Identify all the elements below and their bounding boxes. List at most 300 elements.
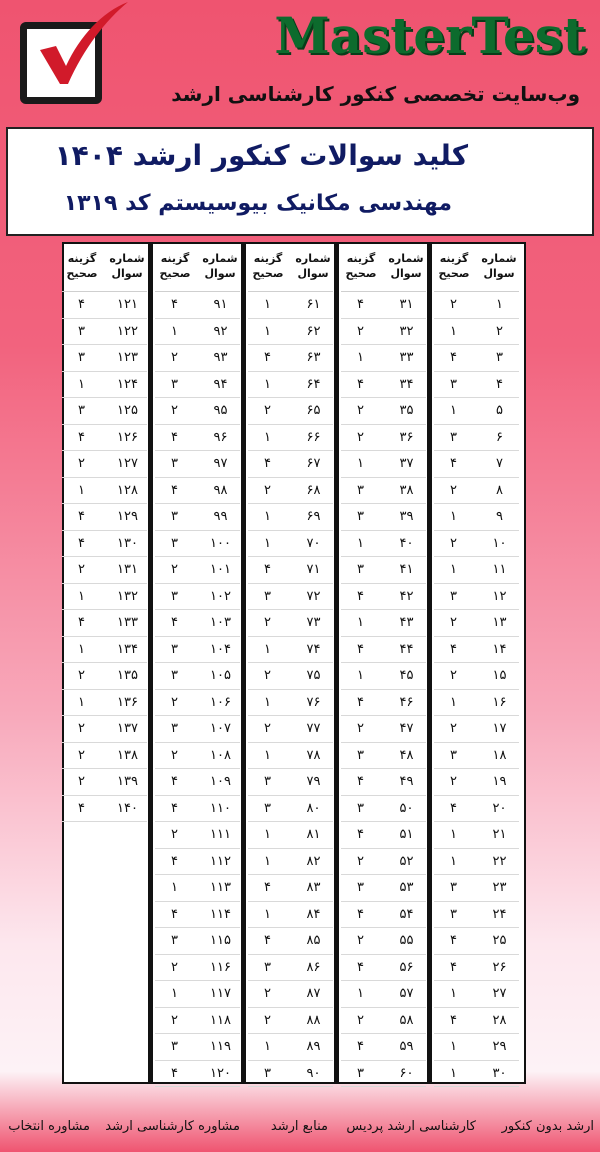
table-row <box>338 584 429 611</box>
question-number: ۱۰۲ <box>210 588 231 604</box>
table-row <box>59 345 150 372</box>
question-number: ۳۳ <box>399 350 414 365</box>
correct-option: ۳ <box>78 350 85 365</box>
question-number: ۱۷ <box>492 721 507 736</box>
header-correct-option: گزینه صحیح <box>252 252 284 280</box>
question-number: ۹۴ <box>213 376 228 392</box>
table-row <box>431 690 522 717</box>
question-number: ۹۳ <box>213 350 228 365</box>
question-number: ۷۹ <box>306 774 321 789</box>
table-row <box>338 902 429 929</box>
correct-option: ۱ <box>357 615 364 630</box>
table-row <box>431 849 522 876</box>
table-row <box>431 663 522 690</box>
correct-option: ۳ <box>78 323 85 339</box>
page-title: کلید سوالات کنکور ارشد ۱۴۰۴ <box>54 139 468 172</box>
table-row <box>245 292 336 319</box>
correct-option: ۴ <box>171 774 178 789</box>
table-row <box>245 319 336 346</box>
question-number: ۵۵ <box>399 933 414 948</box>
question-number: ۳۷ <box>399 456 414 471</box>
question-number: ۷۶ <box>306 694 321 710</box>
correct-option: ۲ <box>264 986 271 1001</box>
question-number: ۹۶ <box>213 429 228 445</box>
question-number: ۷۳ <box>306 615 321 630</box>
question-number: ۹۵ <box>213 403 228 418</box>
table-row <box>152 425 243 452</box>
correct-option: ۱ <box>264 853 271 869</box>
correct-option: ۴ <box>450 1012 457 1028</box>
table-row <box>245 637 336 664</box>
correct-option: ۳ <box>357 482 364 498</box>
question-number: ۵۶ <box>399 959 414 975</box>
table-row <box>338 875 429 902</box>
correct-option: ۴ <box>450 456 457 471</box>
table-row <box>338 319 429 346</box>
table-row <box>431 1061 522 1088</box>
table-row <box>245 875 336 902</box>
question-number: ۱۶ <box>492 694 507 710</box>
question-number: ۶۵ <box>306 403 321 418</box>
table-row <box>431 796 522 823</box>
correct-option: ۴ <box>357 959 364 975</box>
correct-option: ۱ <box>264 827 271 842</box>
table-row <box>431 637 522 664</box>
question-number: ۱۰۷ <box>210 721 231 736</box>
question-number: ۹۷ <box>213 456 228 471</box>
table-row <box>152 372 243 399</box>
correct-option: ۱ <box>78 641 85 657</box>
table-row <box>152 875 243 902</box>
question-number: ۱۳۷ <box>117 721 138 736</box>
table-row <box>245 769 336 796</box>
table-row <box>245 1061 336 1088</box>
table-row <box>431 1034 522 1061</box>
question-number: ۳۶ <box>399 429 414 445</box>
table-row <box>59 478 150 505</box>
correct-option: ۴ <box>450 641 457 657</box>
footer-link[interactable]: مشاوره کارشناسی ارشد <box>105 1119 240 1134</box>
question-number: ۹ <box>496 509 503 524</box>
question-number: ۱۴ <box>492 641 507 657</box>
table-row <box>245 716 336 743</box>
checkmark-icon <box>22 0 132 90</box>
correct-option: ۲ <box>450 297 457 312</box>
table-row <box>245 610 336 637</box>
answer-column <box>152 244 243 1082</box>
question-number: ۲۴ <box>492 906 507 922</box>
correct-option: ۳ <box>357 562 364 577</box>
table-row <box>152 292 243 319</box>
table-row <box>152 743 243 770</box>
table-row <box>338 531 429 558</box>
correct-option: ۴ <box>357 694 364 710</box>
question-number: ۶۹ <box>306 509 321 524</box>
header-question-number: شماره سوال <box>109 252 145 280</box>
table-row <box>245 822 336 849</box>
table-row <box>245 1008 336 1035</box>
question-number: ۴ <box>496 376 503 392</box>
correct-option: ۱ <box>264 641 271 657</box>
table-row <box>152 398 243 425</box>
question-number: ۱۳۸ <box>117 747 138 763</box>
correct-option: ۱ <box>171 880 178 895</box>
question-number: ۱۴۰ <box>117 800 138 816</box>
correct-option: ۳ <box>450 906 457 922</box>
table-row <box>152 1008 243 1035</box>
correct-option: ۱ <box>264 376 271 392</box>
question-number: ۵۷ <box>399 986 414 1001</box>
correct-option: ۲ <box>357 323 364 339</box>
question-number: ۴۱ <box>399 562 414 577</box>
correct-option: ۴ <box>78 297 85 312</box>
table-row <box>338 398 429 425</box>
question-number: ۶۲ <box>306 323 321 339</box>
question-number: ۴۷ <box>399 721 414 736</box>
correct-option: ۲ <box>78 456 85 471</box>
table-row <box>338 557 429 584</box>
correct-option: ۲ <box>357 853 364 869</box>
correct-option: ۴ <box>78 800 85 816</box>
question-number: ۳۰ <box>492 1065 507 1081</box>
correct-option: ۱ <box>264 297 271 312</box>
table-row <box>245 398 336 425</box>
correct-option: ۱ <box>357 986 364 1001</box>
correct-option: ۱ <box>171 986 178 1001</box>
correct-option: ۴ <box>78 615 85 630</box>
question-number: ۸۸ <box>306 1012 321 1028</box>
footer-link[interactable]: ارشد بدون کنکور <box>501 1119 594 1134</box>
correct-option: ۲ <box>78 721 85 736</box>
correct-option: ۳ <box>357 880 364 895</box>
correct-option: ۴ <box>357 906 364 922</box>
question-number: ۱۱ <box>492 562 507 577</box>
table-row <box>245 1034 336 1061</box>
correct-option: ۱ <box>78 482 85 498</box>
correct-option: ۳ <box>171 933 178 948</box>
header-correct-option: گزینه صحیح <box>438 252 470 280</box>
question-number: ۷۱ <box>306 562 321 577</box>
answer-column <box>431 244 522 1082</box>
header-question-number: شماره سوال <box>295 252 331 280</box>
question-number: ۸۶ <box>306 959 321 975</box>
table-row <box>431 425 522 452</box>
table-row <box>59 637 150 664</box>
table-row <box>245 425 336 452</box>
table-row <box>152 610 243 637</box>
correct-option: ۴ <box>450 959 457 975</box>
table-row <box>245 743 336 770</box>
table-row <box>245 902 336 929</box>
question-number: ۱۱۰ <box>210 800 231 816</box>
question-number: ۷۲ <box>306 588 321 604</box>
answer-column <box>245 244 336 1082</box>
table-row <box>338 769 429 796</box>
correct-option: ۱ <box>450 694 457 710</box>
question-number: ۷۰ <box>306 535 321 551</box>
correct-option: ۲ <box>357 933 364 948</box>
question-number: ۵۴ <box>399 906 414 922</box>
question-number: ۷ <box>496 456 503 471</box>
table-row <box>338 981 429 1008</box>
question-number: ۱ <box>496 297 503 312</box>
question-number: ۲۳ <box>492 880 507 895</box>
correct-option: ۳ <box>264 774 271 789</box>
table-row <box>59 610 150 637</box>
question-number: ۱۳۴ <box>117 641 138 657</box>
table-row <box>152 504 243 531</box>
correct-option: ۴ <box>264 456 271 471</box>
question-number: ۱۸ <box>492 747 507 763</box>
question-number: ۶۳ <box>306 350 321 365</box>
table-row <box>431 875 522 902</box>
answer-column <box>338 244 429 1082</box>
correct-option: ۱ <box>264 906 271 922</box>
table-row <box>431 345 522 372</box>
correct-option: ۲ <box>450 721 457 736</box>
table-row <box>245 584 336 611</box>
table-row <box>152 557 243 584</box>
correct-option: ۱ <box>78 376 85 392</box>
correct-option: ۴ <box>450 800 457 816</box>
table-row <box>245 690 336 717</box>
table-row <box>431 319 522 346</box>
question-number: ۶۶ <box>306 429 321 445</box>
table-row <box>152 637 243 664</box>
table-row <box>338 345 429 372</box>
correct-option: ۳ <box>450 429 457 445</box>
correct-option: ۴ <box>171 906 178 922</box>
table-row <box>338 663 429 690</box>
correct-option: ۳ <box>357 1065 364 1081</box>
table-row <box>431 504 522 531</box>
question-number: ۱۱۹ <box>210 1039 231 1054</box>
question-number: ۱۳۵ <box>117 668 138 683</box>
correct-option: ۱ <box>78 694 85 710</box>
question-number: ۸۷ <box>306 986 321 1001</box>
question-number: ۱۱۵ <box>210 933 231 948</box>
table-row <box>431 372 522 399</box>
table-row <box>245 557 336 584</box>
question-number: ۵۹ <box>399 1039 414 1054</box>
correct-option: ۳ <box>450 376 457 392</box>
question-number: ۱۲۵ <box>117 403 138 418</box>
question-number: ۷۷ <box>306 721 321 736</box>
correct-option: ۱ <box>264 535 271 551</box>
table-row <box>338 637 429 664</box>
table-row <box>152 531 243 558</box>
table-row <box>431 292 522 319</box>
question-number: ۴۶ <box>399 694 414 710</box>
question-number: ۱۰۰ <box>210 535 231 551</box>
question-number: ۴۴ <box>399 641 414 657</box>
table-row <box>245 531 336 558</box>
table-row <box>338 425 429 452</box>
question-number: ۸۰ <box>306 800 321 816</box>
correct-option: ۲ <box>264 615 271 630</box>
question-number: ۶۱ <box>306 297 321 312</box>
correct-option: ۳ <box>171 668 178 683</box>
header-question-number: شماره سوال <box>202 252 238 280</box>
table-row <box>338 1008 429 1035</box>
correct-option: ۲ <box>264 482 271 498</box>
correct-option: ۲ <box>78 668 85 683</box>
question-number: ۷۸ <box>306 747 321 763</box>
table-row <box>245 478 336 505</box>
table-row <box>245 955 336 982</box>
table-row <box>431 451 522 478</box>
correct-option: ۴ <box>171 615 178 630</box>
correct-option: ۴ <box>171 800 178 816</box>
question-number: ۲۶ <box>492 959 507 975</box>
table-row <box>59 690 150 717</box>
correct-option: ۱ <box>264 747 271 763</box>
correct-option: ۴ <box>450 350 457 365</box>
table-row <box>152 849 243 876</box>
table-row <box>338 955 429 982</box>
table-row <box>338 716 429 743</box>
correct-option: ۲ <box>171 747 178 763</box>
question-number: ۵۱ <box>399 827 414 842</box>
brand-name: MasterTest <box>274 6 586 65</box>
correct-option: ۴ <box>357 376 364 392</box>
table-row <box>59 451 150 478</box>
correct-option: ۱ <box>450 403 457 418</box>
question-number: ۱۰۸ <box>210 747 231 763</box>
question-number: ۸۱ <box>306 827 321 842</box>
correct-option: ۱ <box>264 694 271 710</box>
question-number: ۱۰۳ <box>210 615 231 630</box>
correct-option: ۴ <box>357 641 364 657</box>
table-row <box>431 531 522 558</box>
correct-option: ۳ <box>171 588 178 604</box>
question-number: ۲۱ <box>492 827 507 842</box>
answer-column <box>59 244 150 1082</box>
correct-option: ۳ <box>171 535 178 551</box>
question-number: ۶۷ <box>306 456 321 471</box>
table-row <box>431 557 522 584</box>
question-number: ۱۰۹ <box>210 774 231 789</box>
table-row <box>431 743 522 770</box>
table-row <box>338 690 429 717</box>
correct-option: ۱ <box>357 350 364 365</box>
correct-option: ۲ <box>450 668 457 683</box>
table-row <box>338 504 429 531</box>
table-row <box>431 1008 522 1035</box>
question-number: ۹۱ <box>213 297 228 312</box>
question-number: ۱۲۱ <box>117 297 138 312</box>
question-number: ۱۳۳ <box>117 615 138 630</box>
table-row <box>59 504 150 531</box>
table-row <box>431 822 522 849</box>
table-row <box>431 478 522 505</box>
correct-option: ۱ <box>357 668 364 683</box>
correct-option: ۲ <box>357 721 364 736</box>
table-row <box>431 955 522 982</box>
correct-option: ۴ <box>78 429 85 445</box>
footer-link[interactable]: مشاوره انتخاب <box>8 1119 90 1134</box>
footer-links <box>0 1110 600 1143</box>
footer-link[interactable]: کارشناسی ارشد پردیس <box>346 1119 476 1134</box>
question-number: ۲۰ <box>492 800 507 816</box>
correct-option: ۱ <box>264 323 271 339</box>
correct-option: ۳ <box>171 509 178 524</box>
question-number: ۶۴ <box>306 376 321 392</box>
question-number: ۱۲۲ <box>117 323 138 339</box>
correct-option: ۲ <box>171 959 178 975</box>
table-row <box>152 690 243 717</box>
correct-option: ۱ <box>264 429 271 445</box>
footer-link[interactable]: منابع ارشد <box>270 1119 328 1134</box>
table-row <box>59 796 150 823</box>
correct-option: ۲ <box>264 403 271 418</box>
table-row <box>338 610 429 637</box>
question-number: ۱۲ <box>492 588 507 604</box>
table-row <box>59 319 150 346</box>
table-row <box>245 796 336 823</box>
question-number: ۵۰ <box>399 800 414 816</box>
table-row <box>152 981 243 1008</box>
header-correct-option: گزینه صحیح <box>66 252 98 280</box>
question-number: ۱۳۱ <box>117 562 138 577</box>
correct-option: ۴ <box>357 588 364 604</box>
correct-option: ۱ <box>78 588 85 604</box>
correct-option: ۳ <box>450 747 457 763</box>
correct-option: ۳ <box>264 959 271 975</box>
correct-option: ۴ <box>264 562 271 577</box>
correct-option: ۴ <box>171 429 178 445</box>
correct-option: ۱ <box>450 853 457 869</box>
table-row <box>245 663 336 690</box>
question-number: ۱۱۱ <box>210 827 231 842</box>
table-row <box>59 769 150 796</box>
question-number: ۱۳ <box>492 615 507 630</box>
table-row <box>338 478 429 505</box>
question-number: ۸۴ <box>306 906 321 922</box>
question-number: ۴۹ <box>399 774 414 789</box>
correct-option: ۴ <box>171 297 178 312</box>
correct-option: ۲ <box>171 403 178 418</box>
page-subtitle: مهندسی مکانیک بیوسیستم کد ۱۳۱۹ <box>63 191 452 216</box>
question-number: ۶۸ <box>306 482 321 498</box>
correct-option: ۲ <box>264 721 271 736</box>
table-row <box>152 769 243 796</box>
correct-option: ۱ <box>357 535 364 551</box>
correct-option: ۲ <box>450 535 457 551</box>
question-number: ۴۳ <box>399 615 414 630</box>
correct-option: ۲ <box>171 562 178 577</box>
question-number: ۱۰۵ <box>210 668 231 683</box>
correct-option: ۲ <box>357 403 364 418</box>
question-number: ۵ <box>496 403 503 418</box>
question-number: ۵۸ <box>399 1012 414 1028</box>
correct-option: ۴ <box>171 853 178 869</box>
table-row <box>245 372 336 399</box>
question-number: ۳۸ <box>399 482 414 498</box>
table-row <box>152 928 243 955</box>
question-number: ۸۵ <box>306 933 321 948</box>
correct-option: ۱ <box>450 323 457 339</box>
question-number: ۴۲ <box>399 588 414 604</box>
table-row <box>431 902 522 929</box>
correct-option: ۳ <box>450 588 457 604</box>
question-number: ۱۹ <box>492 774 507 789</box>
correct-option: ۱ <box>450 1039 457 1054</box>
question-number: ۴۰ <box>399 535 414 551</box>
question-number: ۶ <box>496 429 503 445</box>
table-row <box>338 796 429 823</box>
header-question-number: شماره سوال <box>481 252 517 280</box>
